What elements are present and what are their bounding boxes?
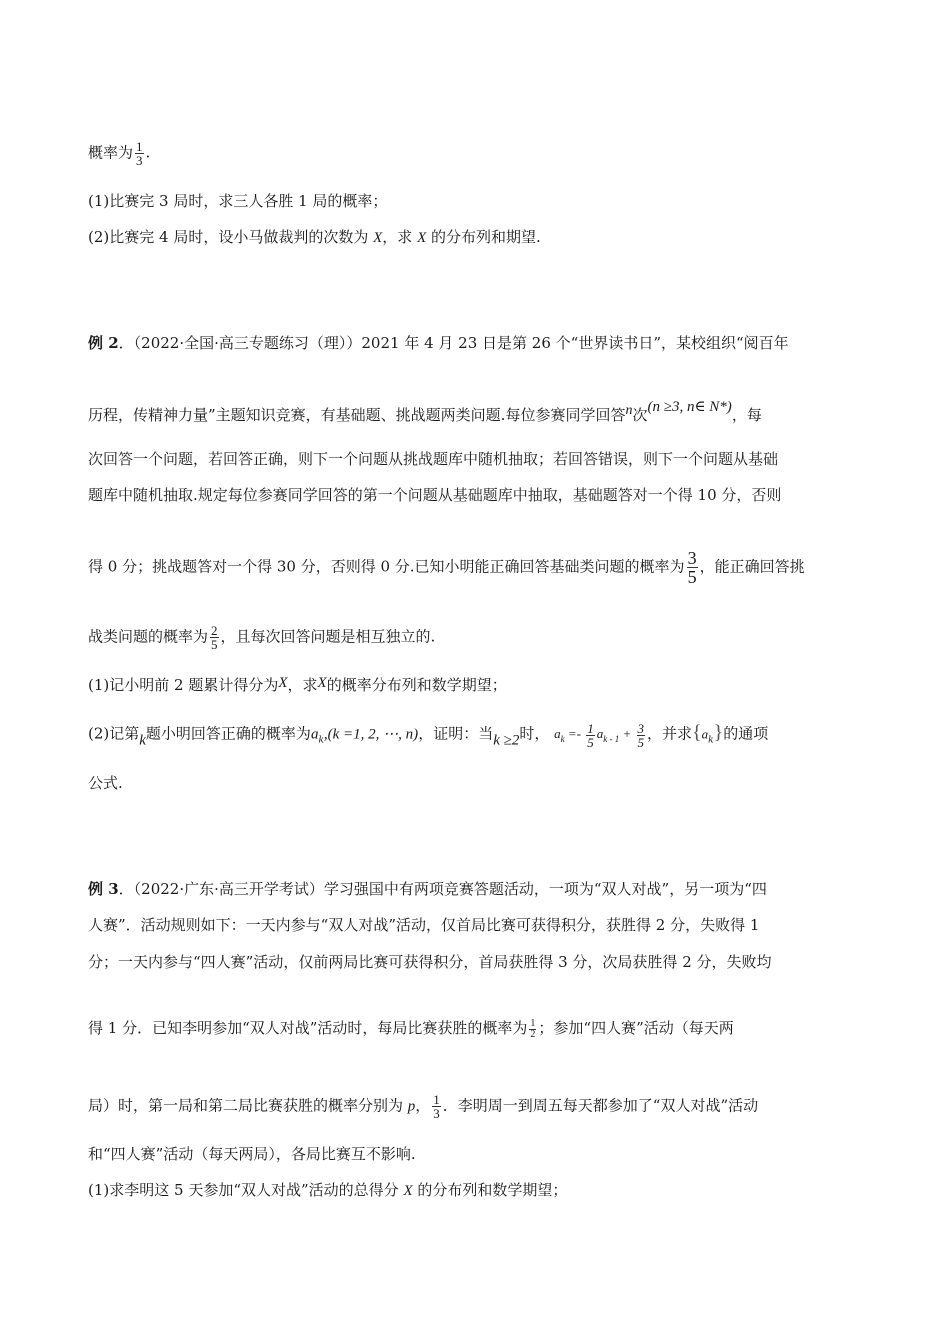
q1-prob-fraction: $\frac{1}{3}$ (136, 139, 143, 168)
ex2-sequence: a (701, 726, 709, 742)
q1-part2: (2)比赛完 4 局时，设小马做裁判的次数为 X，求 X 的分布列和期望. (88, 228, 541, 246)
ex2-part1: (1)记小明前 2 题累计得分为X，求X的概率分布列和数学期望； (88, 675, 507, 694)
ex3-line5: 局）时，第一局和第二局比赛获胜的概率分别为 p， $\frac{1}{3}$ ．李明周一到周五每天都参加了“双人对战”活动 (88, 1092, 759, 1121)
ex3-label: 例 3 (88, 880, 119, 898)
ex2-line1: 例 2．（2022·全国·高三专题练习（理））2021 年 4 月 23 日是第 26 个“世界读书日”，某校组织“阅百年 (88, 334, 789, 352)
ex3-line4: 得 1 分．已知李明参加“双人对战”活动时，每局比赛获胜的概率为 $\frac{1}{2}$ ；参加“四人赛”活动（每天两 (88, 1017, 734, 1040)
ex3-part1: (1)求李明这 5 天参加“双人对战”活动的总得分 X 的分布列和数学期望； (88, 1181, 568, 1199)
ex2-challenge-prob: $\frac{2}{5}$ (211, 623, 218, 652)
ex2-line6: 战类问题的概率为 $\frac{2}{5}$ ，且每次回答问题是相互独立的. (88, 623, 436, 652)
ex2-basic-prob: $\frac{3}{5}$ (687, 548, 697, 587)
ex2-condition: (n ≥3, n∈ N*) (647, 399, 732, 415)
ex2-line5: 得 0 分；挑战题答对一个得 30 分，否则得 0 分.已知小明能正确回答基础类问题的概率为 $\frac{3}{5}$ ，能正确回答挑 (88, 548, 805, 587)
ex2-label: 例 2 (88, 334, 119, 352)
ex2-recurrence: $a_k$ =- $\frac{1}{5}$ $a_{k - 1}$ + $\frac{3}{5}$ (554, 721, 645, 750)
ex2-part2-end: 公式. (88, 774, 123, 792)
ex3-line3: 分；一天内参与“四人赛”活动，仅前两局比赛可获得积分，首局获胜得 3 分，次局获胜得 2 分，失败均 (88, 953, 772, 971)
ex3-line6: 和“四人赛”活动（每天两局），各局比赛互不影响. (88, 1145, 416, 1163)
ex3-line2: 人赛”．活动规则如下：一天内参与“双人对战”活动，仅首局比赛可获得积分，获胜得 2 分，失败得 1 (88, 916, 760, 934)
ex2-line3: 次回答一个问题，若回答正确，则下一个问题从挑战题库中随机抽取；若回答错误，则下一个问题从基础 (88, 450, 779, 468)
ex3-second-prob: $\frac{1}{3}$ (433, 1092, 440, 1121)
ex2-line4: 题库中随机抽取.规定每位参赛同学回答的第一个问题从基础题库中抽取，基础题答对一个得 10 分，否则 (88, 486, 782, 504)
ex3-line1: 例 3．（2022·广东·高三开学考试）学习强国中有两项竞赛答题活动，一项为“双人对战”，另一项为“四 (88, 880, 767, 898)
q1-prob-prefix: 概率为 (88, 143, 134, 162)
q1-part1: (1)比赛完 3 局时，求三人各胜 1 局的概率； (88, 192, 388, 210)
ex2-line2: 历程，传精神力量”主题知识竞赛，有基础题、挑战题两类问题.每位参赛同学回答n次(n ≥3, n∈ N*)，每 (88, 399, 762, 424)
ex2-part2: (2)记第k题小明回答正确的概率为$a_k,(k =1$, 2, ⋯, n)，证明：当k ≥2时， $a_k$ =- $\frac{1}{5}$ $a_{k - 1}$ + $\frac{3}{5}$ ，并求$\{a_k\}$的通项 (88, 721, 769, 750)
ex3-duel-prob: $\frac{1}{2}$ (530, 1017, 536, 1040)
q1-prob-line: 概率为 $\frac{1}{3}$ . (88, 139, 151, 168)
